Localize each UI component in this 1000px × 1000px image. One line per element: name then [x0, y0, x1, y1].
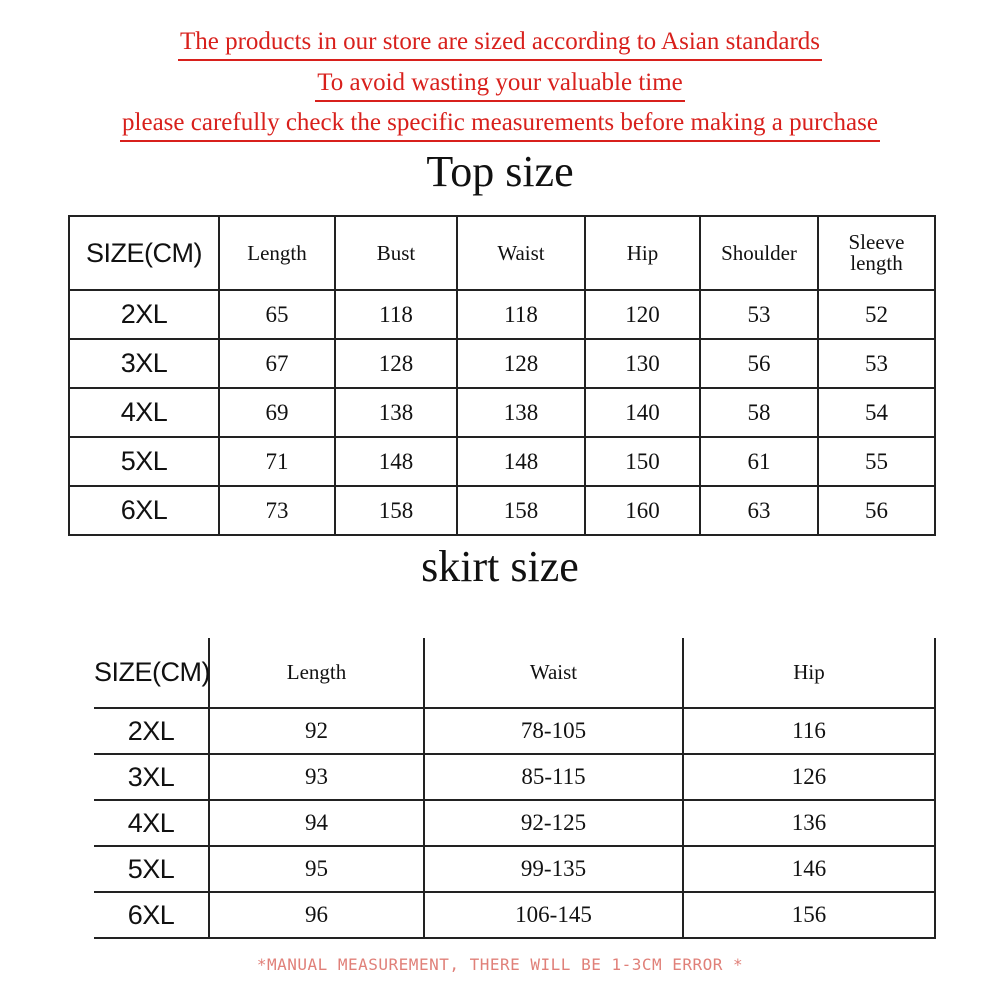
cell-hip: 120: [585, 290, 700, 339]
skirt-size-header-row: [94, 638, 935, 708]
header-size: SIZE(CM): [69, 216, 219, 290]
header-waist: Waist: [424, 638, 683, 708]
cell-shoulder: 63: [700, 486, 818, 535]
size-label: 5XL: [69, 437, 219, 486]
size-label: 6XL: [69, 486, 219, 535]
table-row: [94, 892, 935, 938]
size-label: 3XL: [69, 339, 219, 388]
table-row: [69, 339, 935, 388]
cell-shoulder: 58: [700, 388, 818, 437]
cell-waist: 128: [457, 339, 585, 388]
cell-sleeve-length: 52: [818, 290, 935, 339]
cell-shoulder: 61: [700, 437, 818, 486]
cell-sleeve-length: 54: [818, 388, 935, 437]
cell-shoulder: 56: [700, 339, 818, 388]
cell-length: 94: [209, 800, 424, 846]
cell-hip: 136: [683, 800, 935, 846]
cell-bust: 138: [335, 388, 457, 437]
cell-hip: 140: [585, 388, 700, 437]
size-label: 2XL: [69, 290, 219, 339]
cell-length: 65: [219, 290, 335, 339]
cell-bust: 128: [335, 339, 457, 388]
header-hip: Hip: [683, 638, 935, 708]
table-row: [69, 388, 935, 437]
cell-length: 96: [209, 892, 424, 938]
top-size-title: Top size: [426, 147, 574, 196]
cell-bust: 158: [335, 486, 457, 535]
header-size: SIZE(CM): [94, 638, 209, 708]
cell-hip: 150: [585, 437, 700, 486]
cell-waist: 118: [457, 290, 585, 339]
cell-waist: 138: [457, 388, 585, 437]
notice-line-3: please carefully check the specific measurements before making a purchase: [0, 108, 1000, 142]
table-row: [94, 800, 935, 846]
header-length: Length: [209, 638, 424, 708]
header-bust: Bust: [335, 216, 457, 290]
size-label: 5XL: [94, 846, 209, 892]
cell-waist: 158: [457, 486, 585, 535]
size-label: 4XL: [94, 800, 209, 846]
cell-sleeve-length: 53: [818, 339, 935, 388]
skirt-size-table: [94, 638, 936, 939]
cell-length: 95: [209, 846, 424, 892]
header-hip: Hip: [585, 216, 700, 290]
cell-sleeve-length: 56: [818, 486, 935, 535]
cell-waist: 78-105: [424, 708, 683, 754]
top-size-header-row: [69, 216, 935, 290]
header-shoulder: Shoulder: [700, 216, 818, 290]
table-row: [69, 290, 935, 339]
cell-length: 93: [209, 754, 424, 800]
cell-waist: 106-145: [424, 892, 683, 938]
cell-length: 73: [219, 486, 335, 535]
cell-hip: 126: [683, 754, 935, 800]
cell-waist: 148: [457, 437, 585, 486]
cell-hip: 130: [585, 339, 700, 388]
header-length: Length: [219, 216, 335, 290]
cell-length: 71: [219, 437, 335, 486]
cell-sleeve-length: 55: [818, 437, 935, 486]
cell-hip: 116: [683, 708, 935, 754]
table-row: [94, 754, 935, 800]
size-label: 6XL: [94, 892, 209, 938]
header-waist: Waist: [457, 216, 585, 290]
measurement-footnote: *MANUAL MEASUREMENT, THERE WILL BE 1-3CM ERROR *: [256, 955, 744, 974]
size-label: 4XL: [69, 388, 219, 437]
skirt-size-title: skirt size: [421, 542, 579, 591]
cell-hip: 160: [585, 486, 700, 535]
size-label: 3XL: [94, 754, 209, 800]
cell-hip: 146: [683, 846, 935, 892]
notice-line-1: The products in our store are sized according to Asian standards: [0, 27, 1000, 61]
top-size-table: [68, 215, 936, 536]
table-row: [94, 708, 935, 754]
cell-waist: 99-135: [424, 846, 683, 892]
cell-waist: 85-115: [424, 754, 683, 800]
cell-length: 92: [209, 708, 424, 754]
size-label: 2XL: [94, 708, 209, 754]
cell-bust: 118: [335, 290, 457, 339]
cell-length: 67: [219, 339, 335, 388]
notice-line-2: To avoid wasting your valuable time: [0, 68, 1000, 102]
table-row: [94, 846, 935, 892]
table-row: [69, 486, 935, 535]
table-row: [69, 437, 935, 486]
cell-hip: 156: [683, 892, 935, 938]
cell-bust: 148: [335, 437, 457, 486]
cell-waist: 92-125: [424, 800, 683, 846]
header-sleeve-length: Sleeve length: [818, 216, 935, 290]
cell-shoulder: 53: [700, 290, 818, 339]
cell-length: 69: [219, 388, 335, 437]
